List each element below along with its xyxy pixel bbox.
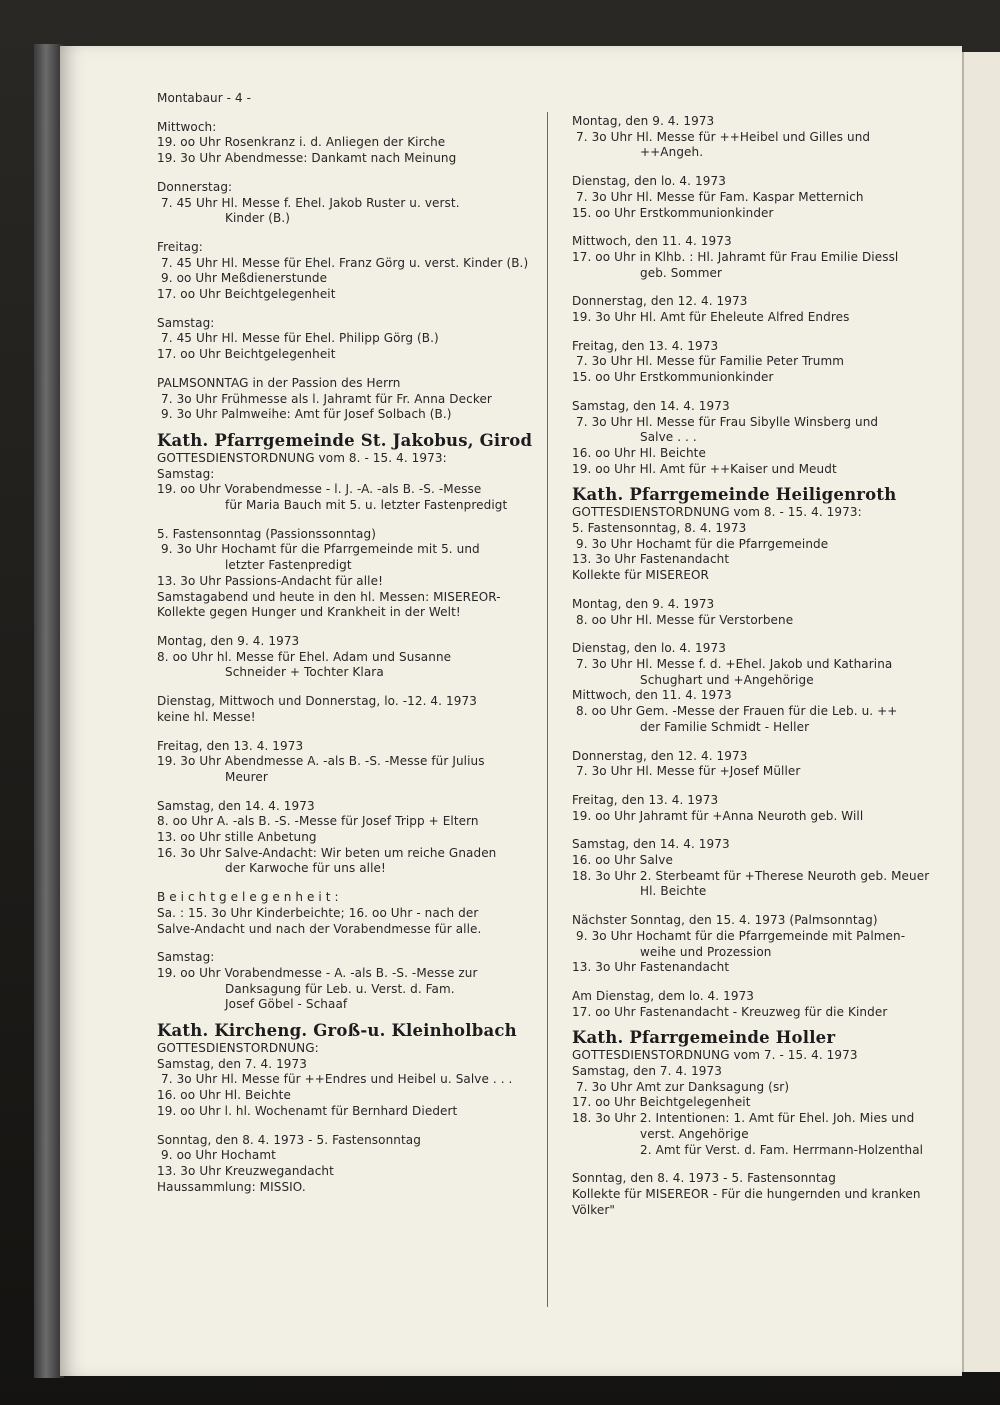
right-column-line: 19. oo Uhr Jahramt für +Anna Neuroth geb. Will — [572, 808, 864, 823]
left-column-line: 19. oo Uhr l. hl. Wochenamt für Bernhard Diedert — [157, 1103, 458, 1118]
left-column-line: der Karwoche für uns alle! — [225, 861, 386, 876]
right-column-line: Dienstag, den lo. 4. 1973 — [572, 174, 726, 189]
left-column-line: Salve-Andacht und nach der Vorabendmesse für alle. — [157, 921, 482, 936]
left-column-line: Samstag, den 14. 4. 1973 — [157, 798, 315, 813]
left-column-line: Meurer — [225, 769, 268, 784]
adjacent-page-edge — [962, 52, 1000, 1372]
right-column-line: 17. oo Uhr Beichtgelegenheit — [572, 1095, 751, 1110]
left-column-line: B e i c h t g e l e g e n h e i t : — [157, 890, 339, 905]
right-column-line: 18. 3o Uhr 2. Intentionen: 1. Amt für Ehel. Joh. Mies und — [572, 1111, 915, 1126]
right-column-heading: Kath. Pfarrgemeinde Holler — [572, 1028, 836, 1048]
right-column-line: 18. 3o Uhr 2. Sterbeamt für +Therese Neuroth geb. Meuer — [572, 868, 930, 883]
left-column-line: GOTTESDIENSTORDNUNG: — [157, 1041, 319, 1056]
left-column-line: 13. oo Uhr stille Anbetung — [157, 830, 317, 845]
left-column-line: 7. 45 Uhr Hl. Messe für Ehel. Franz Görg u. verst. Kinder (B.) — [161, 255, 529, 270]
right-column-line: Dienstag, den lo. 4. 1973 — [572, 641, 726, 656]
left-column-line: 5. Fastensonntag (Passionssonntag) — [157, 526, 376, 541]
left-column-line: letzter Fastenpredigt — [225, 558, 352, 573]
right-column-line: 13. 3o Uhr Fastenandacht — [572, 552, 730, 567]
left-column-line: 7. 45 Uhr Hl. Messe f. Ehel. Jakob Ruster u. verst. — [161, 195, 460, 210]
right-column-line: Montag, den 9. 4. 1973 — [572, 596, 715, 611]
left-column-line: 19. 3o Uhr Abendmesse A. -als B. -S. -Messe für Julius — [157, 754, 485, 769]
right-column-line: 19. 3o Uhr Hl. Amt für Eheleute Alfred Endres — [572, 310, 850, 325]
right-column-line: Kollekte für MISEREOR - Für die hungernden und kranken — [572, 1186, 921, 1201]
right-column-line: 5. Fastensonntag, 8. 4. 1973 — [572, 521, 747, 536]
left-column-line: Montag, den 9. 4. 1973 — [157, 633, 300, 648]
right-column-line: 2. Amt für Verst. d. Fam. Herrmann-Holzenthal — [640, 1142, 924, 1157]
right-column-line: Samstag, den 14. 4. 1973 — [572, 837, 730, 852]
right-column-line: Freitag, den 13. 4. 1973 — [572, 338, 719, 353]
right-column-line: Samstag, den 14. 4. 1973 — [572, 398, 730, 413]
left-column-line: Montabaur - 4 - — [157, 91, 252, 105]
right-column-line: ++Angeh. — [640, 145, 704, 160]
left-column-line: 9. 3o Uhr Hochamt für die Pfarrgemeinde mit 5. und — [161, 542, 480, 557]
right-column-line: 7. 3o Uhr Hl. Messe für Frau Sibylle Winsberg und — [576, 414, 879, 429]
right-column-line: Völker" — [572, 1202, 616, 1217]
right-column-line: geb. Sommer — [640, 265, 723, 280]
right-column-line: Salve . . . — [640, 430, 697, 445]
left-column-line: 7. 3o Uhr Hl. Messe für ++Endres und Heibel u. Salve . . . — [161, 1072, 513, 1087]
right-column-line: Mittwoch, den 11. 4. 1973 — [572, 688, 732, 703]
right-column-line: der Familie Schmidt - Heller — [640, 719, 810, 734]
left-column-line: PALMSONNTAG in der Passion des Herrn — [157, 375, 401, 390]
left-column-line: Samstag: — [157, 950, 215, 965]
left-column — [157, 91, 547, 1195]
right-column-line: 9. 3o Uhr Hochamt für die Pfarrgemeinde — [576, 536, 829, 551]
right-column-line: Donnerstag, den 12. 4. 1973 — [572, 748, 748, 763]
left-column-line: 17. oo Uhr Beichtgelegenheit — [157, 347, 336, 362]
right-column-line: 9. 3o Uhr Hochamt für die Pfarrgemeinde mit Palmen- — [576, 928, 906, 943]
right-column-line: Nächster Sonntag, den 15. 4. 1973 (Palmsonntag) — [572, 913, 878, 928]
left-column-line: 9. oo Uhr Hochamt — [161, 1148, 276, 1163]
left-column-line: 7. 45 Uhr Hl. Messe für Ehel. Philipp Görg (B.) — [161, 331, 439, 346]
left-column-line: Josef Göbel - Schaaf — [225, 997, 348, 1012]
left-column-line: 13. 3o Uhr Passions-Andacht für alle! — [157, 573, 383, 588]
left-column-line: für Maria Bauch mit 5. u. letzter Fastenpredigt — [225, 498, 508, 513]
left-column-line: Sa. : 15. 3o Uhr Kinderbeichte; 16. oo Uhr - nach der — [157, 905, 479, 920]
right-column-line: GOTTESDIENSTORDNUNG vom 8. - 15. 4. 1973: — [572, 505, 862, 520]
right-column-line: weihe und Prozession — [640, 944, 772, 959]
left-column-line: Samstag: — [157, 466, 215, 481]
left-column-line: 8. oo Uhr hl. Messe für Ehel. Adam und Susanne — [157, 649, 452, 664]
left-column-line: 9. 3o Uhr Palmweihe: Amt für Josef Solbach (B.) — [161, 407, 452, 422]
right-column-line: 7. 3o Uhr Hl. Messe für Fam. Kaspar Metternich — [576, 189, 864, 204]
right-column-line: Hl. Beichte — [640, 884, 707, 899]
left-column-line: Sonntag, den 8. 4. 1973 - 5. Fastensonntag — [157, 1132, 421, 1147]
left-column-line: 7. 3o Uhr Frühmesse als l. Jahramt für Fr. Anna Decker — [161, 391, 492, 406]
right-column-line: Sonntag, den 8. 4. 1973 - 5. Fastensonntag — [572, 1171, 836, 1186]
right-column-line: 16. oo Uhr Hl. Beichte — [572, 445, 706, 460]
right-column-line: 19. oo Uhr Hl. Amt für ++Kaiser und Meudt — [572, 461, 837, 476]
left-column-line: Mittwoch: — [157, 119, 217, 134]
left-column-line: Haussammlung: MISSIO. — [157, 1179, 306, 1194]
left-column-line: Freitag: — [157, 239, 203, 254]
left-column-line: Samstagabend und heute in den hl. Messen: MISEREOR- — [157, 589, 501, 604]
left-column-line: 13. 3o Uhr Kreuzwegandacht — [157, 1163, 334, 1178]
left-column-line: 19. oo Uhr Vorabendmesse - l. J. -A. -als B. -S. -Messe — [157, 482, 482, 497]
column-divider — [547, 112, 548, 1307]
left-column-line: 19. oo Uhr Rosenkranz i. d. Anliegen der Kirche — [157, 135, 446, 150]
right-column-line: 16. oo Uhr Salve — [572, 853, 673, 868]
left-column-line: 16. 3o Uhr Salve-Andacht: Wir beten um reiche Gnaden — [157, 845, 497, 860]
right-column-line: Samstag, den 7. 4. 1973 — [572, 1064, 723, 1079]
right-column-line: Schughart und +Angehörige — [640, 672, 814, 687]
right-column-line: Montag, den 9. 4. 1973 — [572, 114, 715, 128]
left-column-line: 8. oo Uhr A. -als B. -S. -Messe für Josef Tripp + Eltern — [157, 814, 479, 829]
left-column-heading: Kath. Kircheng. Groß-u. Kleinholbach — [157, 1021, 517, 1041]
left-column-line: 19. 3o Uhr Abendmesse: Dankamt nach Meinung — [157, 151, 457, 166]
right-column-line: 17. oo Uhr in Klhb. : Hl. Jahramt für Frau Emilie Diessl — [572, 249, 899, 264]
right-column-line: Freitag, den 13. 4. 1973 — [572, 792, 719, 807]
left-column-line: Danksagung für Leb. u. Verst. d. Fam. — [225, 981, 455, 996]
right-column-line: 7. 3o Uhr Hl. Messe für ++Heibel und Gilles und — [576, 129, 871, 144]
left-column-line: 19. oo Uhr Vorabendmesse - A. -als B. -S. -Messe zur — [157, 965, 478, 980]
right-column-line: 7. 3o Uhr Hl. Messe f. d. +Ehel. Jakob und Katharina — [576, 656, 893, 671]
left-column-line: Kollekte gegen Hunger und Krankheit in der Welt! — [157, 605, 461, 620]
right-column-line: 8. oo Uhr Gem. -Messe der Frauen für die Leb. u. ++ — [576, 704, 898, 719]
right-column-line: Kollekte für MISEREOR — [572, 568, 709, 583]
right-column-line: 17. oo Uhr Fastenandacht - Kreuzweg für die Kinder — [572, 1004, 888, 1019]
right-column — [572, 114, 952, 1218]
right-column-heading: Kath. Pfarrgemeinde Heiligenroth — [572, 485, 897, 505]
left-column-line: keine hl. Messe! — [157, 709, 256, 724]
right-column-line: 15. oo Uhr Erstkommunionkinder — [572, 205, 774, 220]
right-column-line: 7. 3o Uhr Amt zur Danksagung (sr) — [576, 1079, 790, 1094]
right-column-line: 8. oo Uhr Hl. Messe für Verstorbene — [576, 612, 794, 627]
left-column-line: 9. oo Uhr Meßdienerstunde — [161, 271, 328, 286]
left-column-line: Schneider + Tochter Klara — [225, 665, 384, 680]
right-column-line: 7. 3o Uhr Hl. Messe für +Josef Müller — [576, 764, 801, 779]
right-column-line: Mittwoch, den 11. 4. 1973 — [572, 234, 732, 249]
right-column-line: 13. 3o Uhr Fastenandacht — [572, 960, 730, 975]
left-column-line: Dienstag, Mittwoch und Donnerstag, lo. -12. 4. 1973 — [157, 694, 477, 709]
right-column-line: 15. oo Uhr Erstkommunionkinder — [572, 370, 774, 385]
left-column-line: Samstag, den 7. 4. 1973 — [157, 1056, 308, 1071]
left-column-line: 17. oo Uhr Beichtgelegenheit — [157, 287, 336, 302]
left-column-line: 16. oo Uhr Hl. Beichte — [157, 1088, 291, 1103]
left-column-line: Samstag: — [157, 315, 215, 330]
right-column-line: Donnerstag, den 12. 4. 1973 — [572, 294, 748, 309]
left-column-line: Kinder (B.) — [225, 211, 291, 226]
right-column-line: Am Dienstag, dem lo. 4. 1973 — [572, 988, 755, 1003]
left-column-line: Donnerstag: — [157, 179, 233, 194]
right-column-line: GOTTESDIENSTORDNUNG vom 7. - 15. 4. 1973 — [572, 1048, 858, 1063]
left-column-heading: Kath. Pfarrgemeinde St. Jakobus, Girod — [157, 430, 533, 450]
left-column-line: Freitag, den 13. 4. 1973 — [157, 738, 304, 753]
left-column-line: GOTTESDIENSTORDNUNG vom 8. - 15. 4. 1973: — [157, 450, 447, 465]
right-column-line: verst. Angehörige — [640, 1126, 749, 1141]
right-column-line: 7. 3o Uhr Hl. Messe für Familie Peter Trumm — [576, 354, 845, 369]
